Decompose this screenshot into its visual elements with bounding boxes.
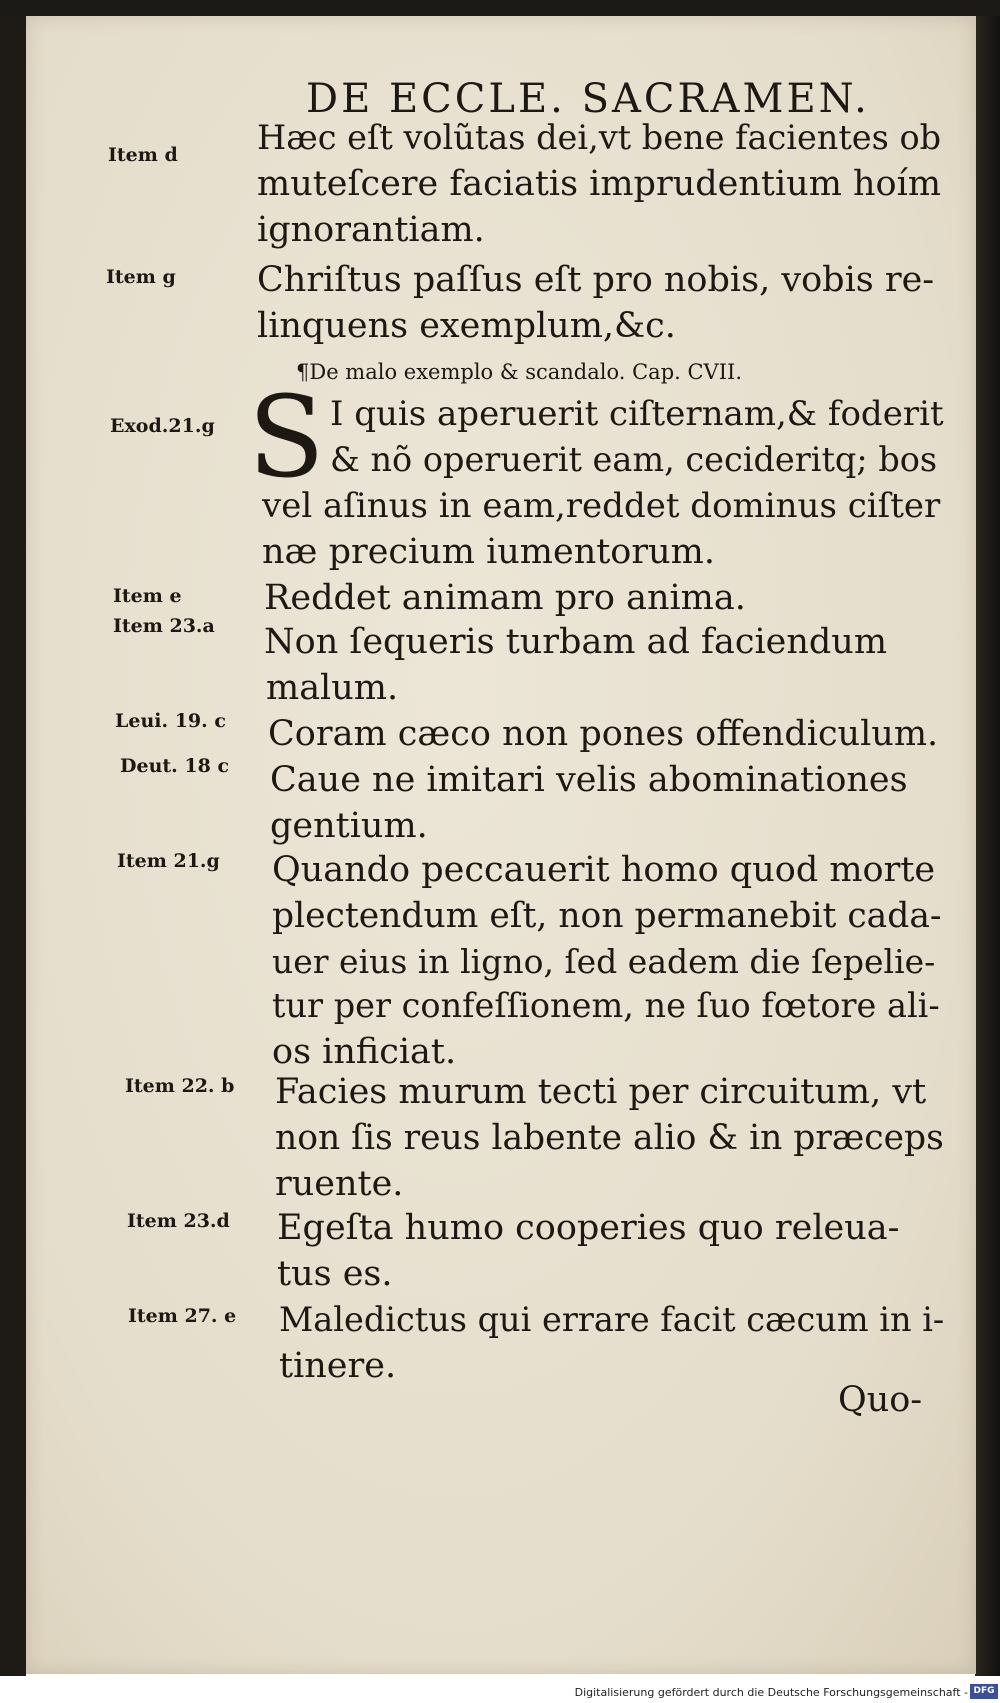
text-line: malum. [266,668,399,708]
left-scan-border [0,16,26,1676]
margin-note: Item 22. b [125,1075,235,1097]
text-line: næ precium iumentorum. [262,532,715,572]
margin-note: Item 27. e [128,1305,237,1327]
digitization-credit: Digitalisierung gefördert durch die Deutsche Forschungsgemeinschaft - [574,1686,968,1699]
catchword: Quo- [838,1380,923,1420]
text-line: & nõ operuerit eam, cecideritq; bos [330,440,938,479]
chapter-heading: ¶De malo exemplo & scandalo. Cap. CVII. [296,360,742,384]
text-line: plectendum eſt, non permanebit cada- [272,896,942,936]
margin-note: Item d [108,144,178,166]
dfg-logo: DFG [970,1684,998,1699]
drop-cap: S [248,373,325,503]
text-line: Quando peccauerit homo quod morte [272,850,936,890]
margin-note: Item 21.g [117,850,220,872]
right-scan-border [975,16,1000,1676]
margin-note: Leui. 19. c [115,710,226,732]
text-line: muteſcere faciatis imprudentium hoím [257,164,942,204]
text-line: tinere. [279,1346,397,1386]
text-line: ruente. [275,1164,404,1204]
text-line: Non ſequeris turbam ad faciendum [264,622,888,662]
text-line: os inficiat. [272,1032,457,1072]
text-line: Chriſtus paſſus eſt pro nobis, vobis re- [257,260,935,300]
top-scan-border [0,0,1000,16]
margin-note: Item e [113,585,182,607]
running-header: DE ECCLE. SACRAMEN. [306,76,870,122]
margin-note: Deut. 18 c [120,755,230,777]
text-line: uer eius in ligno, ſed eadem die ſepelie- [272,942,936,981]
text-line: gentium. [270,806,428,846]
text-line: I quis aperuerit ciſternam,& foderit [330,394,944,434]
margin-note: Item 23.d [127,1210,230,1232]
text-line: Coram cæco non pones offendiculum. [268,714,939,754]
text-line: tur per confeſſionem, ne ſuo fœtore ali- [272,986,940,1025]
margin-note: Item g [106,266,176,288]
text-line: vel aſinus in eam,reddet dominus ciſter [262,486,941,526]
text-line: Maledictus qui errare facit cæcum in i- [279,1300,945,1339]
text-line: Caue ne imitari velis abominationes [270,760,908,800]
text-line: Hæc eſt volũtas dei,vt bene facientes ob [257,118,942,157]
text-line: Facies murum tecti per circuitum, vt [275,1072,927,1112]
margin-note: Exod.21.g [110,415,215,437]
text-line: tus es. [277,1254,393,1294]
text-line: Reddet animam pro anima. [264,578,746,618]
text-line: non ſis reus labente alio & in præceps [275,1118,944,1158]
margin-note: Item 23.a [113,615,215,637]
text-line: ignorantiam. [257,210,485,250]
text-line: linquens exemplum,&c. [257,306,676,346]
text-line: Egeſta humo cooperies quo releua- [277,1208,900,1248]
